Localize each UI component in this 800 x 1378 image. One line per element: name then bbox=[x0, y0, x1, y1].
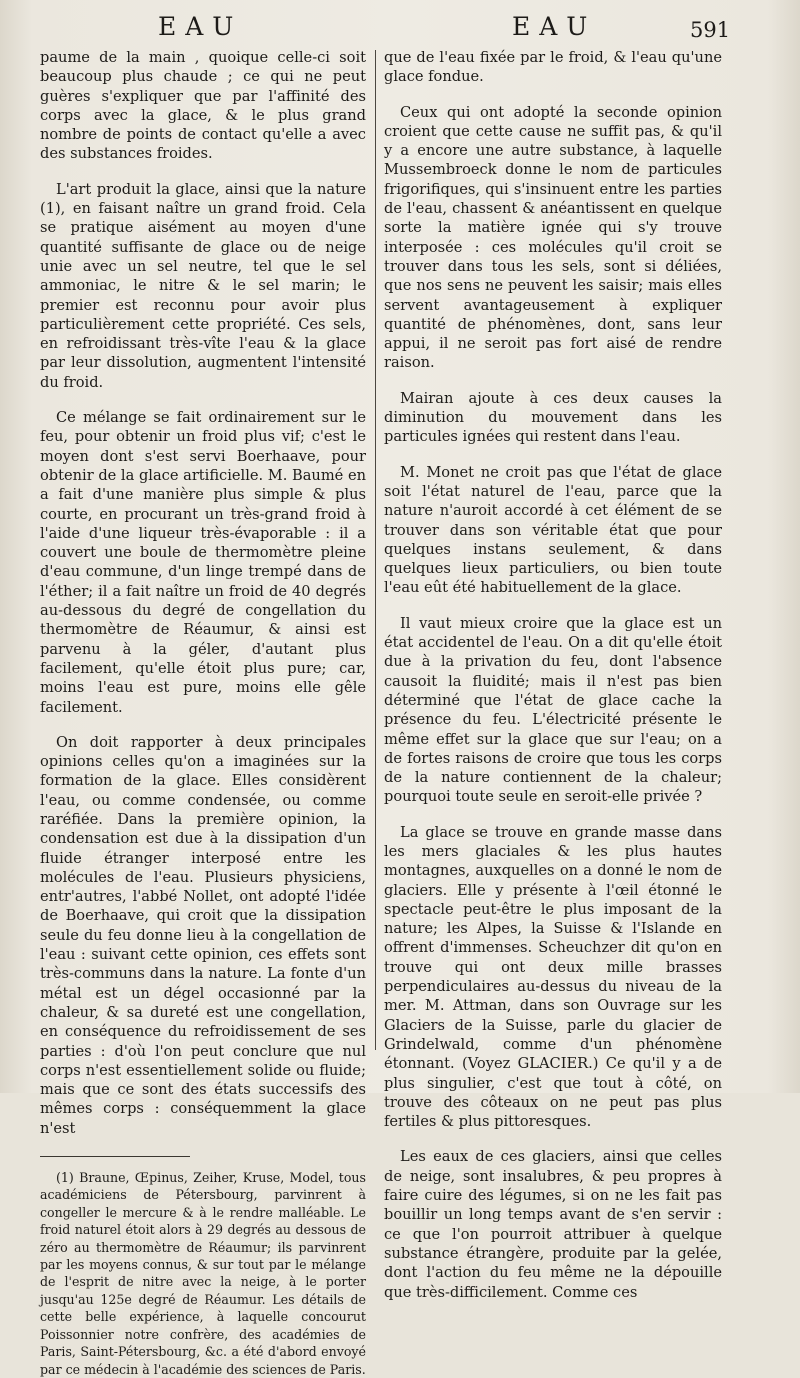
column-divider bbox=[375, 50, 376, 1050]
page-number: 591 bbox=[690, 18, 731, 42]
left-headword: EAU bbox=[158, 12, 243, 41]
right-column bbox=[384, 48, 722, 1318]
running-header bbox=[0, 8, 800, 42]
footnote: (1) Braune, Œpinus, Zeiher, Kruse, Model, tous académiciens de Pétersbourg, parvinrent à congeller le mercure & à le rendre malléable. Le froid naturel étoit alors à 29 degrés au dessous de zéro au thermomètre de Réaumur; ils parvinrent par les moyens connus, & sur tout par le mélange de l'esprit de nitre avec la neige, à le porter jusqu'au 125e degré de Réaumur. Les détails de cette belle expérience, à laquelle concourut Poissonnier notre confrère, des académies de Paris, Saint-Pétersbourg, &c. a été d'abord envoyé par ce médecin à l'académie des sciences de Paris. bbox=[40, 1170, 366, 1377]
left-column bbox=[40, 48, 366, 1378]
paragraph: Mairan ajoute à ces deux causes la diminution du mouvement dans les particules ignées qui restent dans l'eau. bbox=[384, 389, 722, 446]
paragraph: Les eaux de ces glaciers, ainsi que celles de neige, sont insalubres, & peu propres à faire cuire des légumes, si on ne les fait pas bouillir un long temps avant de s'en servir : ce que l'on pourroit attribuer à quelque substance étrangère, produite par la gelée, dont l'action du feu même ne la dépouille que très-difficilement. Comme ces bbox=[384, 1148, 722, 1301]
paragraph: On doit rapporter à deux principales opinions celles qu'on a imaginées sur la formation de la glace. Elles considèrent l'eau, ou comme condensée, ou comme raréfiée. Dans la première opinion, la condensation est due à la dissipation d'un fluide étranger interposé entre les molécules de l'eau. Plusieurs physiciens, entr'autres, l'abbé Nollet, ont adopté l'idée de Boerhaave, qui croit que la dissipation seule du feu donne lieu à la congellation de l'eau : suivant cette opinion, ces effets sont très-communs dans la nature. La fonte d'un métal est un dégel occasionné par la chaleur, & sa dureté est une congellation, en conséquence du refroidissement de ses parties : d'où l'on peut conclure que nul corps n'est essentiellement solide ou fluide; mais que ce sont des états successifs des mêmes corps : conséquemment la glace n'est bbox=[40, 733, 366, 1137]
paragraph: La glace se trouve en grande masse dans les mers glaciales & les plus hautes montagnes, auxquelles on a donné le nom de glaciers. Elle y présente à l'œil étonné le spectacle peut-être le plus imposant de la nature; les Alpes, la Suisse & l'Islande en offrent d'immenses. Scheuchzer dit qu'on en trouve qui ont deux mille brasses perpendiculaires au-dessus du niveau de la mer. M. Attman, dans son Ouvrage sur les Glaciers de la Suisse, parle du glacier de Grindelwald, comme d'un phénomène étonnant. (Voyez GLACIER.) Ce qu'il y a de plus singulier, c'est que tout à côté, on trouve des côteaux on ne peut pas plus fertiles & plus pittoresques. bbox=[384, 823, 722, 1131]
paragraph: que de l'eau fixée par le froid, & l'eau qu'une glace fondue. bbox=[384, 49, 722, 86]
paragraph: M. Monet ne croit pas que l'état de glace soit l'état naturel de l'eau, parce que la nature n'auroit accordé à cet élément de se trouver dans son véritable état que pour quelques instans seulement, & dans quelques lieux particuliers, ou bien toute l'eau eût été habituellement de la glace. bbox=[384, 463, 722, 597]
paragraph: L'art produit la glace, ainsi que la nature (1), en faisant naître un grand froid. Cela se pratique aisément au moyen d'une quantité suffisante de glace ou de neige unie avec un sel neutre, tel que le sel ammoniac, le nitre & le sel marin; le premier est reconnu pour avoir plus particulièrement cette propriété. Ces sels, en refroidissant très-vîte l'eau & la glace par leur dissolution, augmentent l'intensité du froid. bbox=[40, 180, 366, 391]
paragraph: Ceux qui ont adopté la seconde opinion croient que cette cause ne suffit pas, & qu'il y a encore une autre substance, à laquelle Mussembroeck donne le nom de particules frigorifiques, qui s'insinuent entre les parties de l'eau, chassent & anéantissent en quelque sorte la matière ignée qui s'y trouve interposée : ces molécules qu'il croit se trouver dans tous les sels, sont si déliées, que nos sens ne peuvent les saisir; mais elles servent avantageusement à expliquer quantité de phénomènes, dont, sans leur appui, il ne seroit pas fort aisé de rendre raison. bbox=[384, 103, 722, 372]
paragraph: paume de la main , quoique celle-ci soit beaucoup plus chaude ; ce qui ne peut guères s'expliquer que par l'affinité des corps avec la glace, & le plus grand nombre de points de contact qu'elle a avec des substances froides. bbox=[40, 49, 366, 163]
footnote-rule bbox=[40, 1156, 190, 1157]
right-headword: EAU bbox=[512, 12, 597, 41]
paragraph: Ce mélange se fait ordinairement sur le feu, pour obtenir un froid plus vif; c'est le moyen dont s'est servi Boerhaave, pour obtenir de la glace artificielle. M. Baumé en a fait d'une manière plus simple & plus courte, en procurant un très-grand froid à l'aide d'une liqueur très-évaporable : il a couvert une boule de thermomètre pleine d'eau commune, d'un linge trempé dans de l'éther; il a fait naître un froid de 40 degrés au-dessous du degré de congellation du thermomètre de Réaumur, & ainsi est parvenu à la géler, d'autant plus facilement, qu'elle étoit plus pure; car, moins l'eau est pure, moins elle gêle facilement. bbox=[40, 409, 366, 716]
paragraph: Il vaut mieux croire que la glace est un état accidentel de l'eau. On a dit qu'elle étoit due à la privation du feu, dont l'absence causoit la fluidité; mais il n'est pas bien déterminé que l'état de glace cache la présence du feu. L'électricité présente le même effet sur la glace que sur l'eau; on a de fortes raisons de croire que tous les corps de la nature contiennent de la chaleur; pourquoi toute seule en seroit-elle privée ? bbox=[384, 614, 722, 806]
